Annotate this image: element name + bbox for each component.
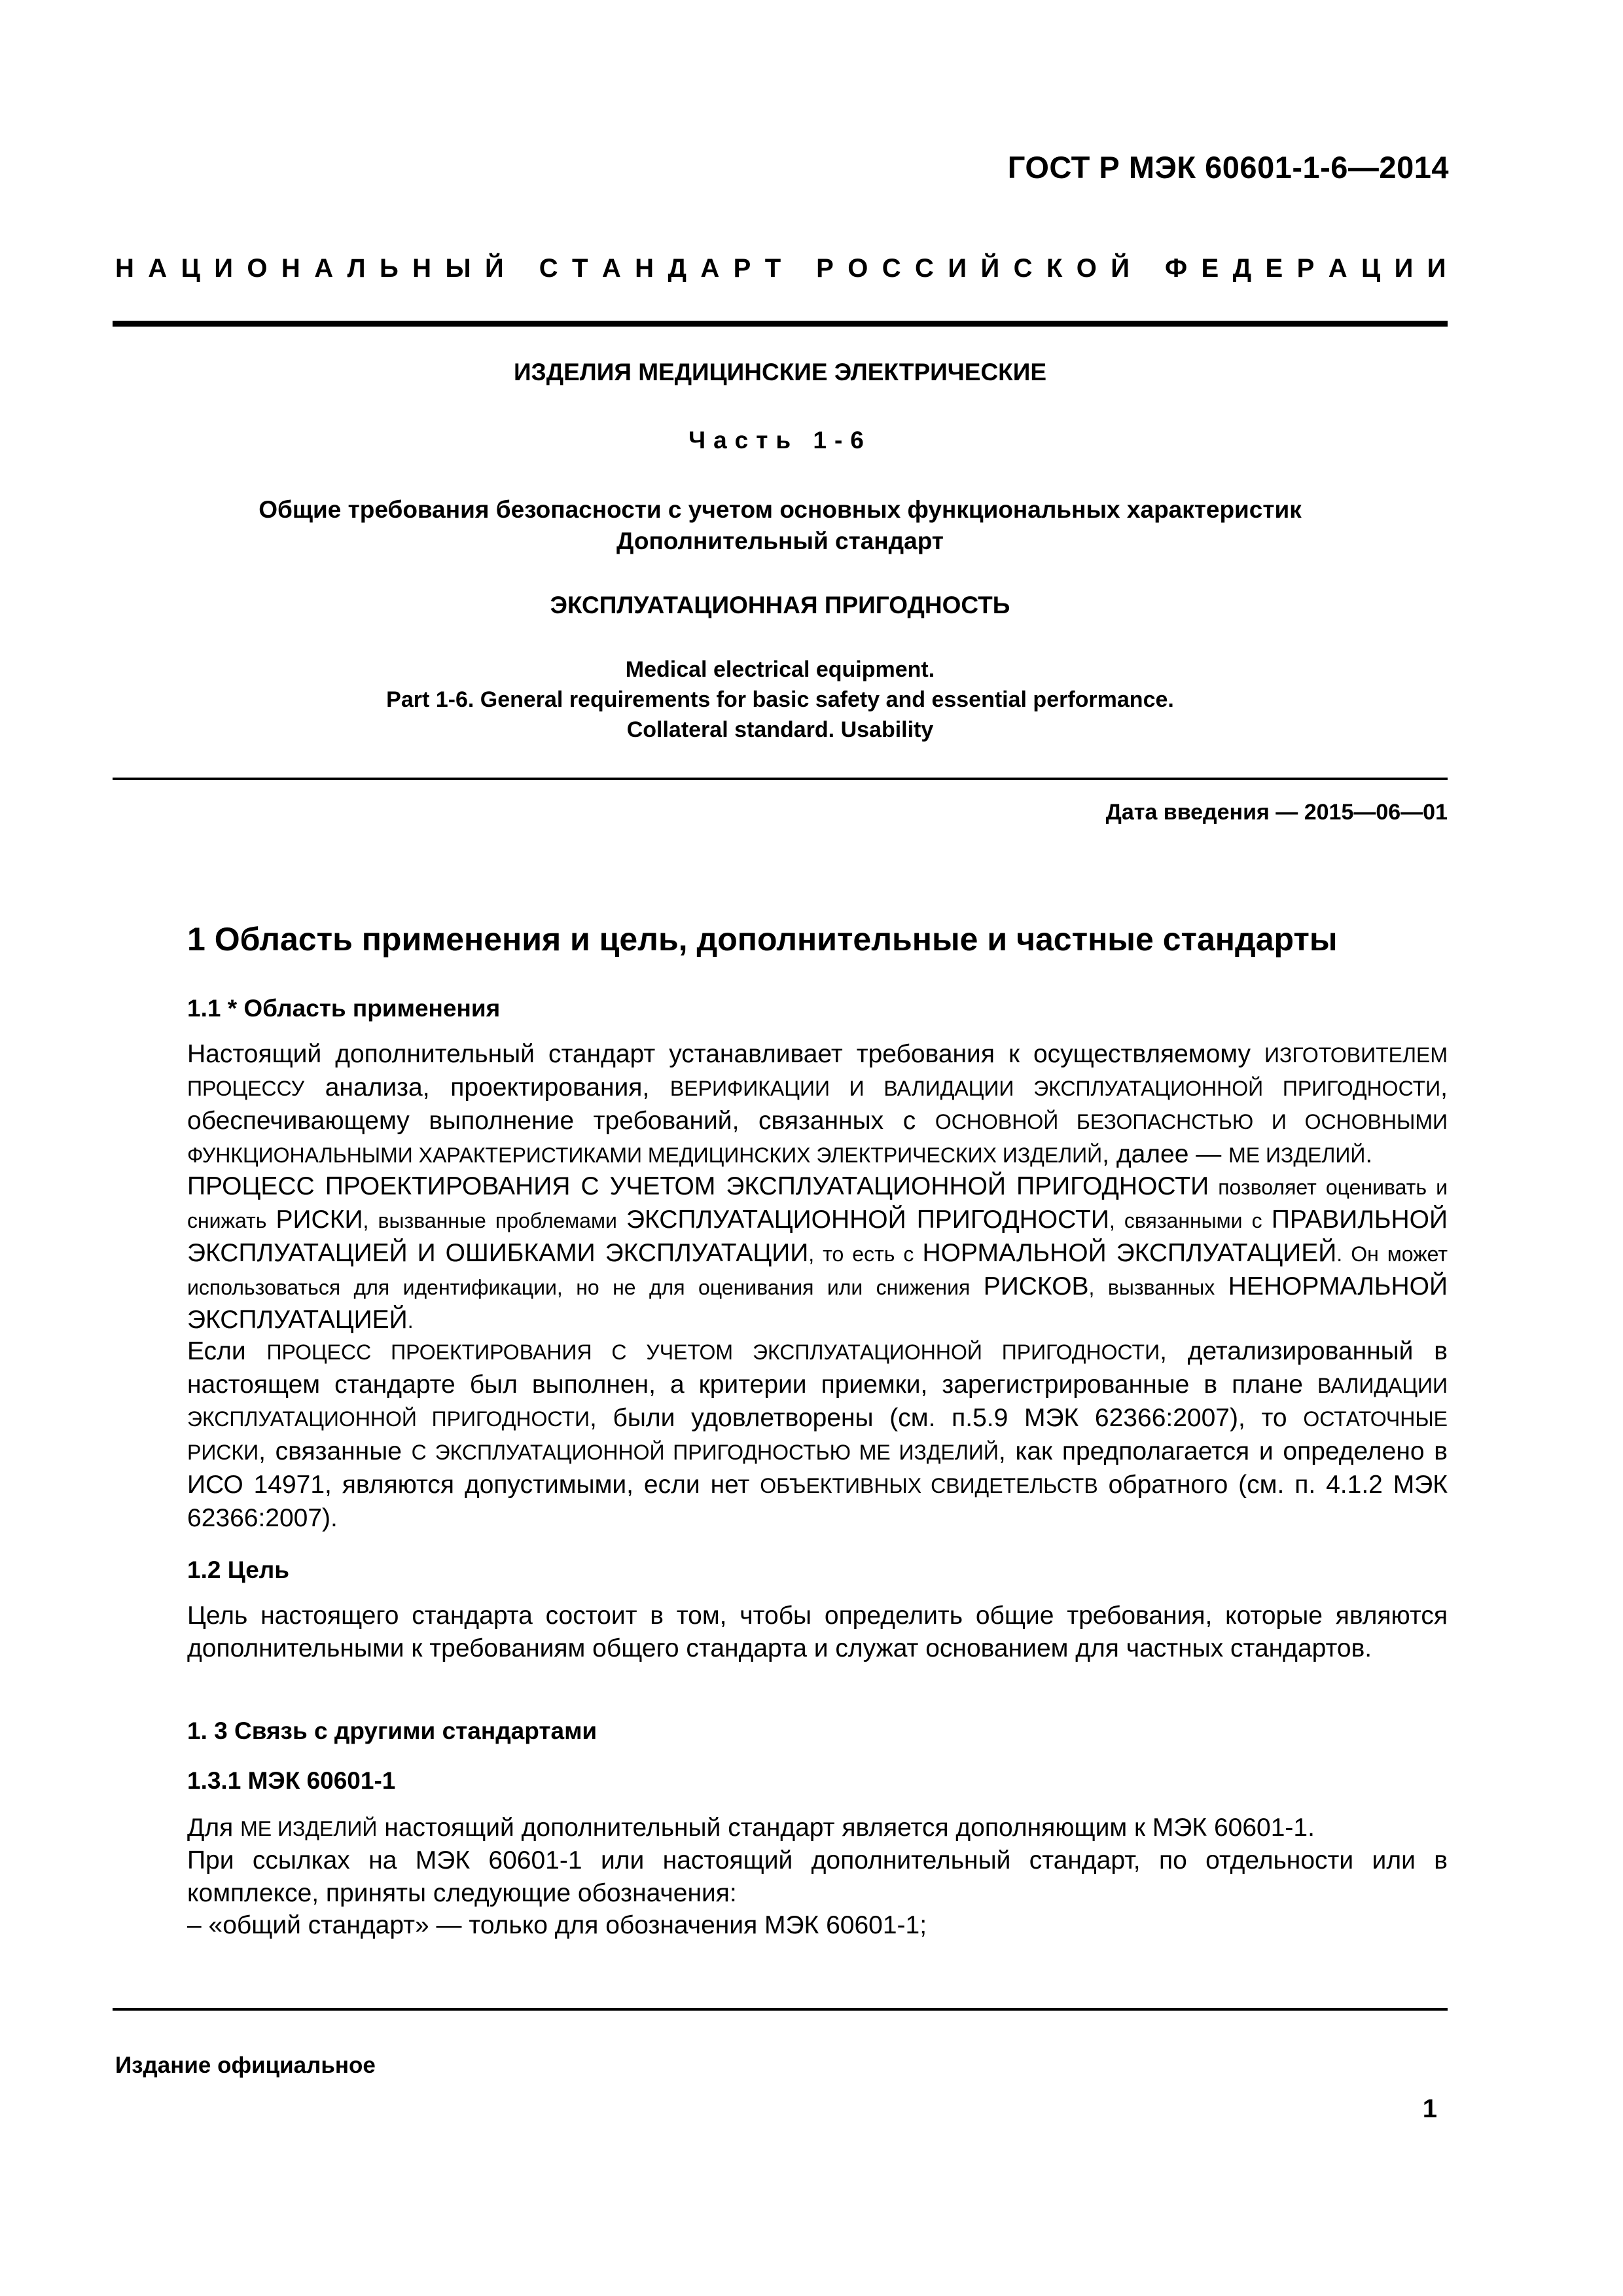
defined-term: ОСТАТОЧНЫЕ РИСКИ [187,1407,1448,1464]
title-subtitle-2: Дополнительный стандарт [616,528,944,554]
text-run: , обеспечивающему выполнение требований, связанных с [187,1073,1448,1135]
banner-letter: А [601,254,621,283]
paragraph-text [115,1812,1448,1845]
defined-term: МЕ ИЗДЕЛИЙ [240,1817,378,1840]
text-run: , как предполагается и определено в ИСО 14971, являются допустимыми, если нет [187,1437,1448,1499]
defined-term: позволяет оценивать и снижать [187,1175,1448,1232]
banner-letter: Ц [181,254,200,283]
title-subtitle-1: Общие требования безопасности с учетом основных функциональных характеристик [259,496,1302,523]
banner-letter: Й [485,254,504,283]
text-run: ПРОЦЕСС ПРОЕКТИРОВАНИЯ С УЧЕТОМ ЭКСПЛУАТАЦИОННОЙ ПРИГОДНОСТИ [187,1172,1209,1200]
banner-letter: И [1394,254,1414,283]
section-1-3-1-paragraph-1 [115,1812,1448,1845]
banner-gap [795,254,802,283]
text-run: РИСКОВ [983,1272,1089,1300]
section-1-1-paragraph-1 [115,1038,1448,1172]
banner-letter: Ь [379,254,399,283]
banner-letter: Н [635,254,654,283]
defined-term: ОБЪЕКТИВНЫХ СВИДЕТЕЛЬСТВ [760,1474,1098,1498]
banner-letter: С [1013,254,1033,283]
title-topic: ЭКСПЛУАТАЦИОННАЯ ПРИГОДНОСТЬ [550,592,1010,619]
defined-term: ПРОЦЕСС ПРОЕКТИРОВАНИЯ С УЧЕТОМ ЭКСПЛУАТАЦИОННОЙ ПРИГОДНОСТИ [266,1340,1160,1364]
paragraph-text: Цель настоящего стандарта состоит в том, чтобы определить общие требования, которые являются дополнительными к требованиям общего стандарта и служат основанием для частных стандартов. [187,1602,1448,1662]
title-english-3: Collateral standard. Usability [626,717,934,742]
text-run: ЭКСПЛУАТАЦИОННОЙ ПРИГОДНОСТИ [626,1206,1109,1234]
page-number: 1 [1422,2094,1437,2123]
text-run: анализа, проектирования, [304,1073,670,1102]
defined-term: МЕ ИЗДЕЛИЙ [1228,1143,1366,1167]
banner-letter: Ц [1361,254,1381,283]
section-1-2-heading: 1.2 Цель [187,1556,290,1583]
paragraph-text [115,1038,1448,1172]
banner-letter: И [1427,254,1446,283]
section-1-3-1-paragraph-2 [115,1844,1448,1910]
banner-letter: Т [572,254,588,283]
banner-letter: О [247,254,268,283]
banner-letter: Л [347,254,366,283]
banner-letter: Д [668,254,687,283]
defined-term: , то есть с [808,1242,923,1266]
title-english-2: Part 1-6. General requirements for basic safety and essential performance. [386,687,1174,712]
banner-letter: Т [764,254,781,283]
banner-letter: А [700,254,720,283]
banner-letter: Е [1201,254,1219,283]
banner-letter: О [1076,254,1097,283]
text-run: , связанные [259,1437,412,1465]
defined-term: , вызванных [1088,1276,1228,1299]
banner-letter: И [214,254,233,283]
official-edition-label: Издание официальное [115,2053,376,2078]
banner-letter: А [314,254,334,283]
text-run: обратного (см. п. 4.1.2 МЭК 62366:2007). [187,1471,1448,1532]
paragraph-text [115,1170,1448,1337]
footer-rule [113,2008,1448,2011]
text-run: ПРАВИЛЬНОЙ ЭКСПЛУАТАЦИЕЙ И ОШИБКАМИ ЭКСПЛУАТАЦИИ [187,1206,1448,1267]
defined-term: ВЕРИФИКАЦИИ И ВАЛИДАЦИИ ЭКСПЛУАТАЦИОННОЙ ПРИГОДНОСТИ [669,1077,1441,1100]
section-1-2-paragraph [115,1600,1448,1665]
banner-letter: Р [733,254,751,283]
section-1-heading: 1 Область применения и цель, дополнительные и частные стандарты [187,921,1338,958]
banner-letter: Н [115,254,134,283]
defined-term: . [407,1309,414,1333]
header-rule [113,321,1448,327]
banner-letter: Ы [445,254,471,283]
text-run: НОРМАЛЬНОЙ ЭКСПЛУАТАЦИЕЙ [922,1239,1337,1267]
banner-letter: О [847,254,868,283]
section-1-1-paragraph-2 [115,1170,1448,1337]
banner-letter: Н [412,254,432,283]
title-english-1: Medical electrical equipment. [625,657,935,682]
title-main: ИЗДЕЛИЯ МЕДИЦИНСКИЕ ЭЛЕКТРИЧЕСКИЕ [513,359,1047,386]
banner-letter: Р [1296,254,1315,283]
defined-term: ИЗГОТОВИТЕЛЕМ ПРОЦЕССУ [187,1043,1448,1100]
section-1-1-paragraph-3 [115,1335,1448,1535]
defined-term: С ЭКСПЛУАТАЦИОННОЙ ПРИГОДНОСТЬЮ МЕ ИЗДЕЛИЙ [411,1441,999,1464]
section-1-3-heading: 1. 3 Связь с другими стандартами [187,1717,597,1744]
defined-term: , связанными с [1109,1209,1272,1232]
banner-letter: К [1046,254,1063,283]
paragraph-text: При ссылках на МЭК 60601-1 или настоящий дополнительный стандарт, по отдельности или в комплексе, приняты следующие обозначения: [187,1846,1448,1907]
banner-letter: Й [980,254,1000,283]
text-run: Настоящий дополнительный стандарт устанавливает требования к осуществляемому [187,1040,1265,1068]
banner-letter: Д [1232,254,1252,283]
title-rule [113,778,1448,780]
text-run: РИСКИ [276,1206,363,1234]
text-run: , детализированный в настоящем стандарте был выполнен, а критерии приемки, зарегистрированные в плане [187,1337,1448,1399]
text-run: , далее — [1102,1140,1229,1168]
list-item: – «общий стандарт» — только для обозначения МЭК 60601-1; [187,1911,927,1939]
banner-letter: А [1328,254,1347,283]
text-run: настоящий дополнительный стандарт является дополняющим к МЭК 60601-1. [377,1814,1315,1842]
banner-letter: С [882,254,901,283]
defined-term: , вызванные проблемами [363,1209,626,1232]
defined-term: ВАЛИДАЦИИ ЭКСПЛУАТАЦИОННОЙ ПРИГОДНОСТИ [187,1374,1448,1431]
text-run: , были удовлетворены (см. п.5.9 МЭК 62366:2007), то [590,1404,1304,1432]
banner-letter: Й [1111,254,1130,283]
banner-letter: Р [816,254,834,283]
banner-letter: С [539,254,558,283]
banner-gap [518,254,525,283]
defined-term: ОСНОВНОЙ БЕЗОПАСНСТЬЮ И ОСНОВНЫМИ ФУНКЦИОНАЛЬНЫМИ ХАРАКТЕРИСТИКАМИ МЕДИЦИНСКИХ ЭЛЕКТРИЧЕСКИХ ИЗДЕЛИЙ [187,1110,1448,1167]
banner-letter: Е [1265,254,1283,283]
banner-letter: Ф [1164,254,1188,283]
title-part: Часть 1-6 [688,427,872,454]
banner-gap [1143,254,1150,283]
section-1-1-heading: 1.1 * Область применения [187,995,501,1022]
text-run: Если [187,1337,267,1365]
defined-term: . Он может использоваться для идентификации, но не для оценивания или снижения [187,1242,1448,1299]
text-run: . [1365,1140,1373,1168]
banner-letter: Н [281,254,300,283]
standard-code: ГОСТ Р МЭК 60601-1-6—2014 [1007,150,1449,185]
introduction-date: Дата введения — 2015—06—01 [1105,800,1448,825]
text-run: Для [187,1814,241,1842]
banner-letter: С [915,254,934,283]
paragraph-text [115,1335,1448,1535]
banner-letter: А [148,254,168,283]
section-1-3-1-heading: 1.3.1 МЭК 60601-1 [187,1767,396,1794]
national-standard-banner [115,254,1446,283]
banner-letter: И [948,254,967,283]
text-run: НЕНОРМАЛЬНОЙ ЭКСПЛУАТАЦИЕЙ [187,1272,1448,1334]
